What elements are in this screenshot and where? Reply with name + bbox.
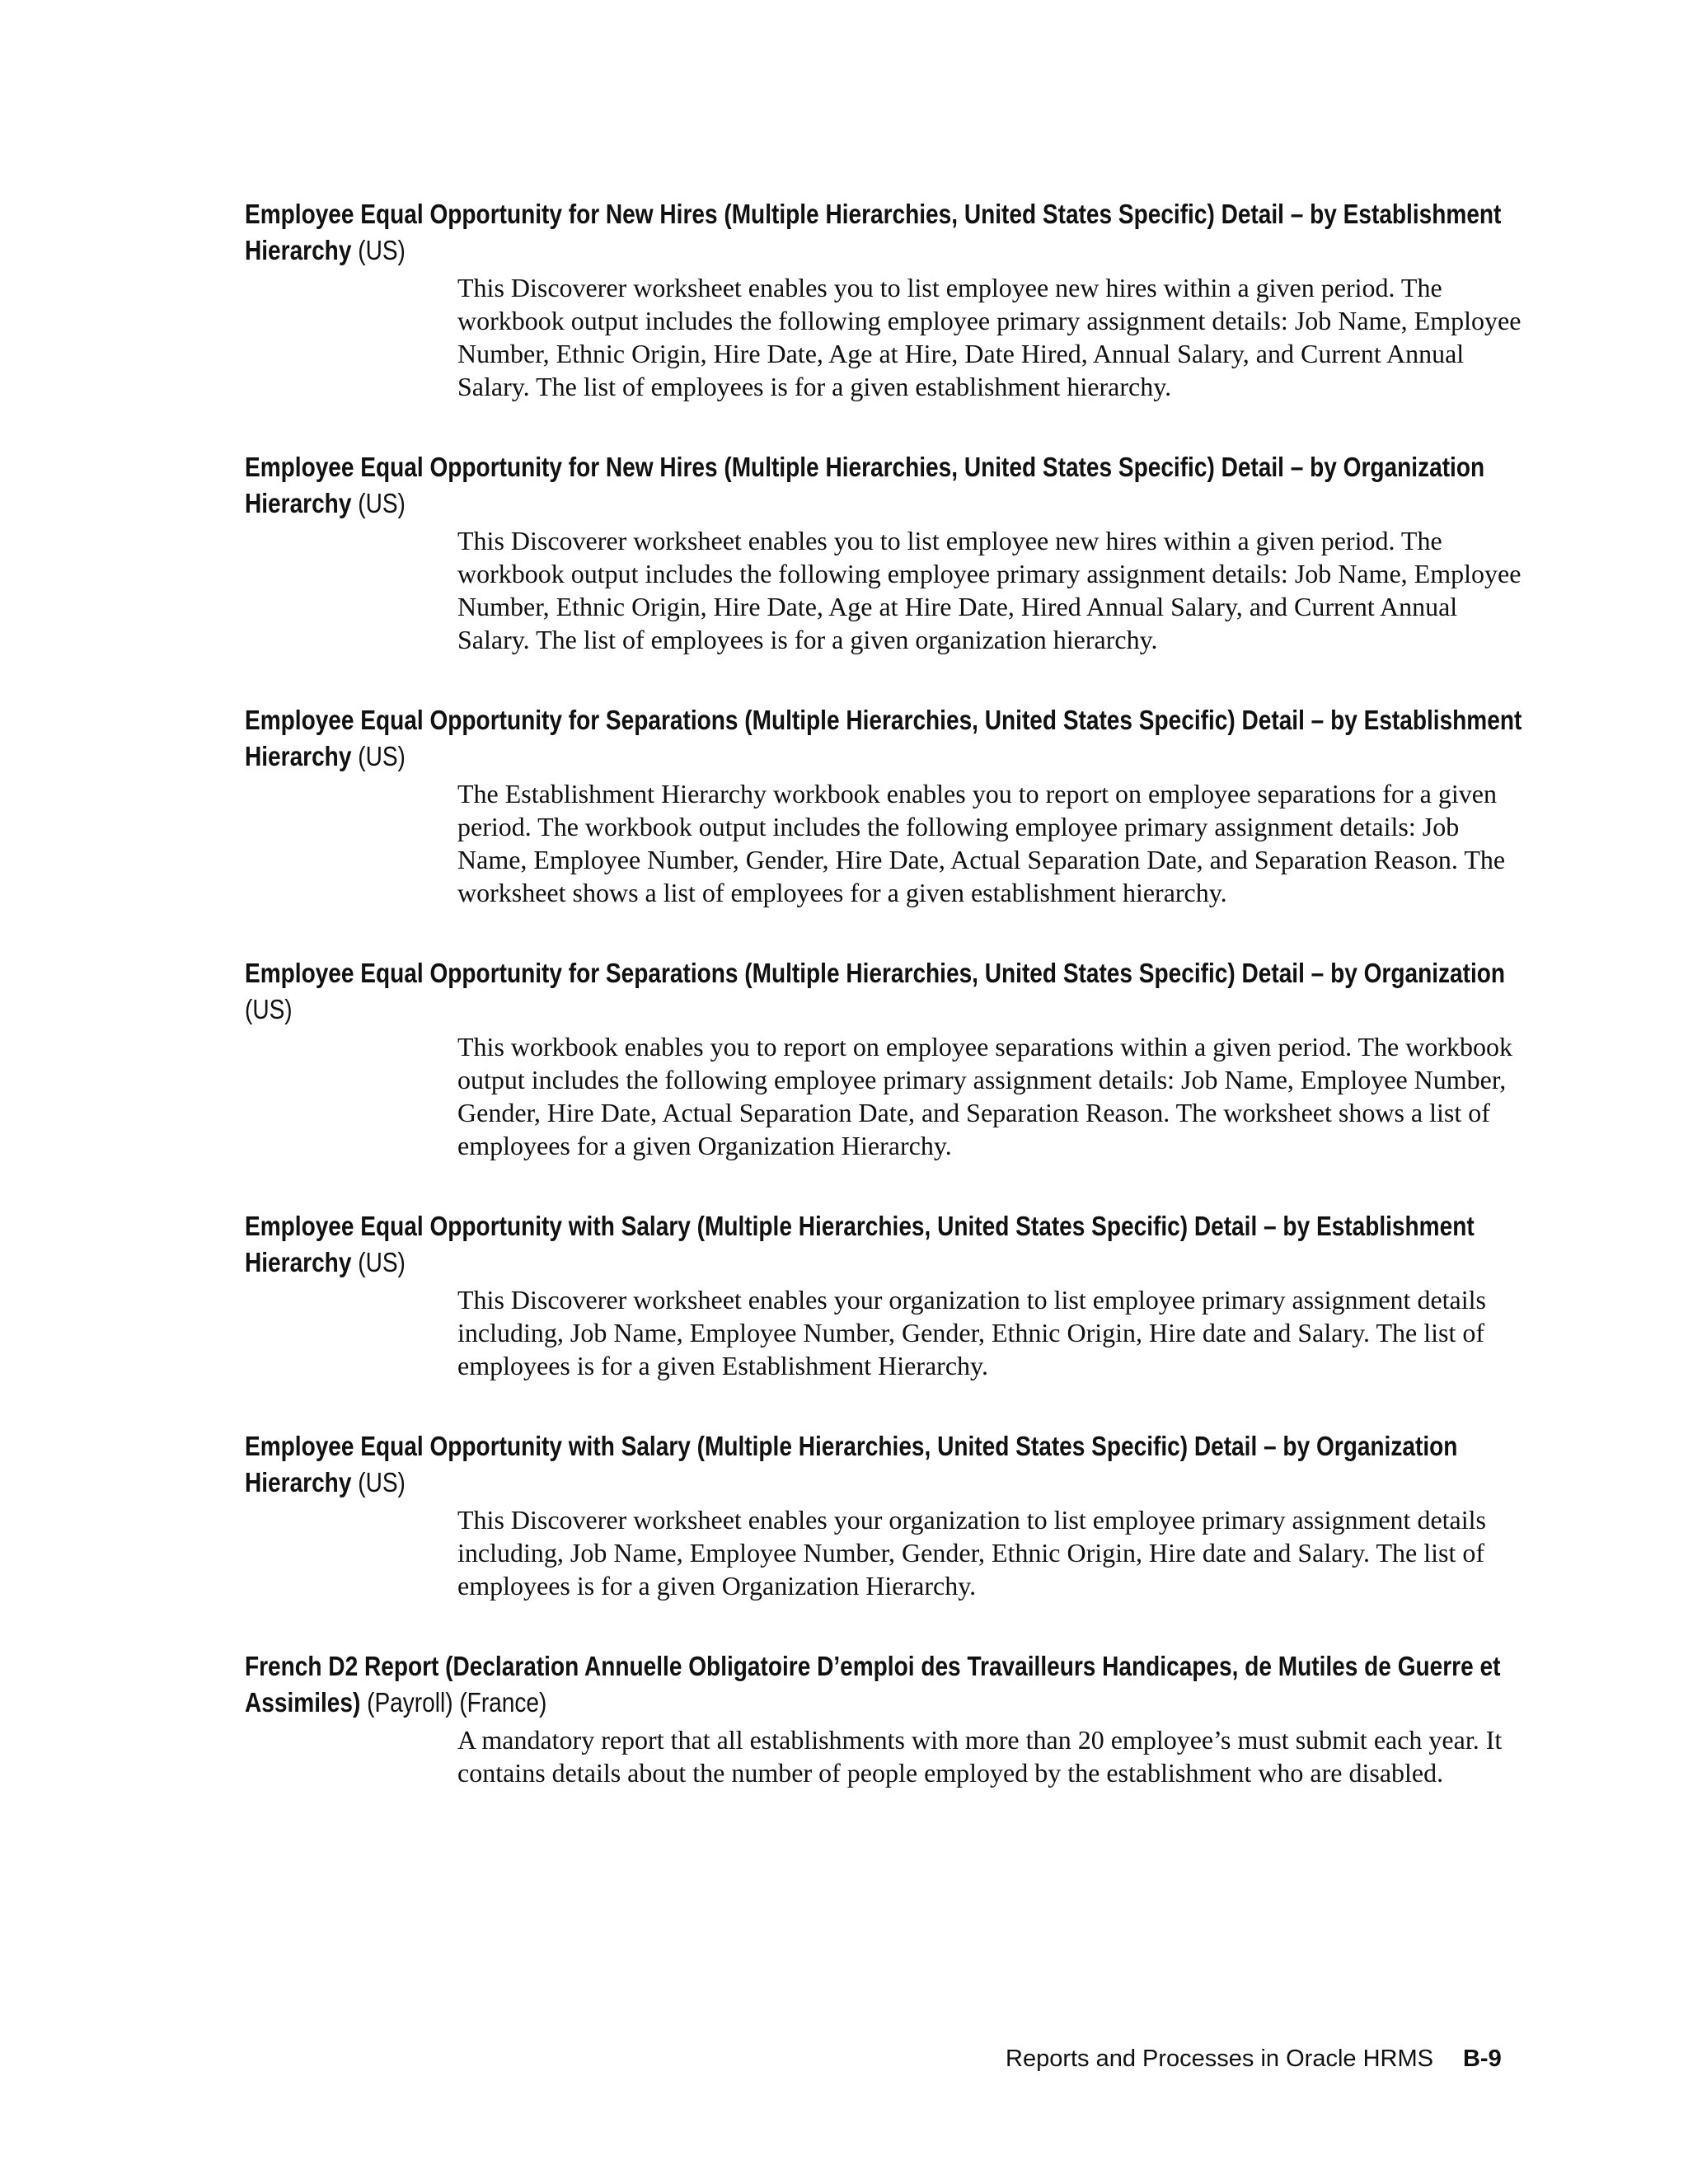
report-list <box>245 196 1531 1835</box>
report-description: A mandatory report that all establishments with more than 20 employee’s must submit each year. It contains details about the number of people employed by the establishment who are disabled. <box>457 1725 1503 1788</box>
report-name: Employee Equal Opportunity with Salary (Multiple Hierarchies, United States Specific) Detail – by Establishment Hierarchy <box>245 1211 1475 1277</box>
report-name: Employee Equal Opportunity for New Hires (Multiple Hierarchies, United States Specific) Detail – by Establishment Hierarchy <box>245 199 1502 265</box>
report-tags: (US) <box>358 235 406 265</box>
report-title <box>245 196 1555 269</box>
report-name: French D2 Report (Declaration Annuelle Obligatoire D’emploi des Travailleurs Handicapes, de Mutiles de Guerre et Assimiles) <box>245 1651 1501 1718</box>
report-entry <box>245 196 1531 403</box>
report-entry <box>245 449 1531 656</box>
report-title <box>245 1428 1555 1501</box>
report-tags: (US) <box>358 1247 406 1277</box>
report-name: Employee Equal Opportunity with Salary (Multiple Hierarchies, United States Specific) Detail – by Organization Hierarchy <box>245 1431 1458 1497</box>
report-description: This Discoverer worksheet enables your organization to list employee primary assignment details including, Job Name, Employee Number, Gender, Ethnic Origin, Hire date and Salary. The list of employees is for a given Establishment Hierarchy. <box>457 1285 1486 1380</box>
report-entry <box>245 955 1531 1162</box>
report-tags: (US) <box>358 1467 406 1497</box>
report-title <box>245 702 1555 775</box>
footer-section-title: Reports and Processes in Oracle HRMS <box>1006 2046 1433 2072</box>
report-tags: (US) <box>358 741 406 771</box>
report-name: Employee Equal Opportunity for New Hires (Multiple Hierarchies, United States Specific) Detail – by Organization Hierarchy <box>245 452 1485 518</box>
report-description: This Discoverer worksheet enables you to list employee new hires within a given period. The workbook output includes the following employee primary assignment details: Job Name, Employee Number, Ethnic Origin, Hire Date, Age at Hire, Date Hired, Annual Salary, and Current Annual Salary. The list of employees is for a given establishment hierarchy. <box>457 273 1522 401</box>
report-description: The Establishment Hierarchy workbook enables you to report on employee separations for a given period. The workbook output includes the following employee primary assignment details: Job Name, Employee Number, Gender, Hire Date, Actual Separation Date, and Separation Reason. The worksheet shows a list of employees for a given establishment hierarchy. <box>457 779 1506 907</box>
report-title <box>245 449 1555 522</box>
report-description: This Discoverer worksheet enables your organization to list employee primary assignment details including, Job Name, Employee Number, Gender, Ethnic Origin, Hire date and Salary. The list of employees is for a given Organization Hierarchy. <box>457 1505 1486 1601</box>
report-name: Employee Equal Opportunity for Separations (Multiple Hierarchies, United States Specific) Detail – by Establishment Hierarchy <box>245 705 1522 771</box>
page-footer <box>1006 2044 1502 2074</box>
report-description: This Discoverer worksheet enables you to list employee new hires within a given period. The workbook output includes the following employee primary assignment details: Job Name, Employee Number, Ethnic Origin, Hire Date, Age at Hire Date, Hired Annual Salary, and Current Annual Salary. The list of employees is for a given organization hierarchy. <box>457 526 1522 654</box>
report-title <box>245 1208 1555 1281</box>
report-title <box>245 1648 1555 1721</box>
report-tags: (Payroll) (France) <box>367 1687 547 1718</box>
report-entry <box>245 702 1531 909</box>
report-tags: (US) <box>245 994 293 1024</box>
report-entry <box>245 1208 1531 1382</box>
report-entry <box>245 1428 1531 1602</box>
report-entry <box>245 1648 1531 1789</box>
report-name: Employee Equal Opportunity for Separations (Multiple Hierarchies, United States Specific) Detail – by Organization <box>245 958 1506 988</box>
report-description: This workbook enables you to report on employee separations within a given period. The workbook output includes the following employee primary assignment details: Job Name, Employee Number, Gender, Hire Date, Actual Separation Date, and Separation Reason. The worksheet shows a list of employees for a given Organization Hierarchy. <box>457 1032 1513 1160</box>
report-tags: (US) <box>358 488 406 518</box>
report-title <box>245 955 1555 1028</box>
page-number: B-9 <box>1462 2046 1502 2072</box>
